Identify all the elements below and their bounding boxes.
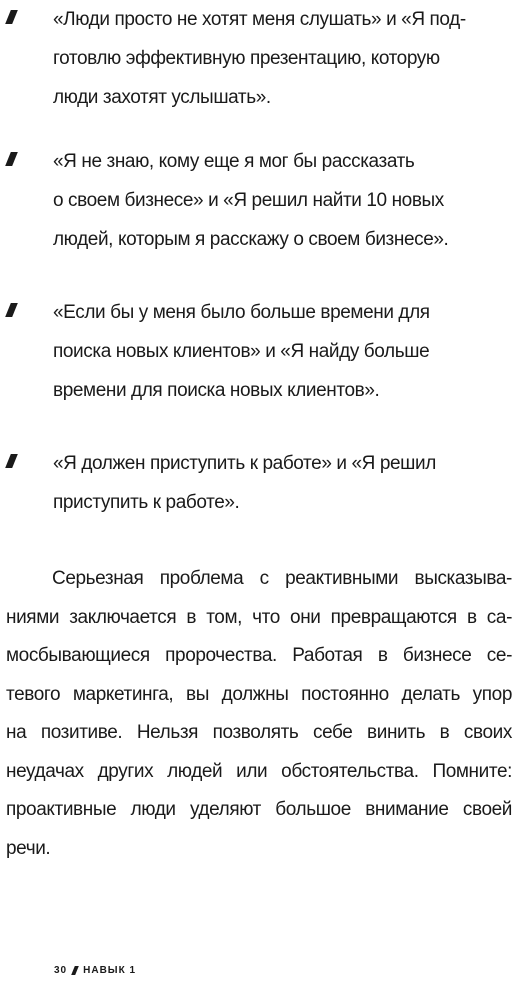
section-title: НАВЫК 1 xyxy=(83,965,137,976)
text-line: тевого маркетинга, вы должны постоянно делать упор xyxy=(6,683,512,705)
text-line: люди захотят услышать». xyxy=(53,87,271,108)
text-line: речи. xyxy=(6,837,51,859)
text-line: ниями заключается в том, что они превращаются в са- xyxy=(6,606,512,628)
bullet-text xyxy=(53,0,505,117)
bullet-marker-icon xyxy=(5,454,18,468)
text-line: «Я не знаю, кому еще я мог бы рассказать xyxy=(53,151,415,172)
text-line: мосбывающиеся пророчества. Работая в бизнесе се- xyxy=(6,645,512,666)
text-line: проактивные люди уделяют большое внимание своей xyxy=(6,799,512,820)
text-line: о своем бизнесе» и «Я решил найти 10 новых xyxy=(53,190,444,211)
text-line: Серьезная проблема с реактивными высказыва- xyxy=(52,568,512,589)
text-line: «Люди просто не хотят меня слушать» и «Я под- xyxy=(53,9,466,30)
body-paragraph xyxy=(6,560,512,868)
text-line: готовлю эффективную презентацию, которую xyxy=(53,48,440,69)
bullet-marker-icon xyxy=(5,10,18,24)
text-line: времени для поиска новых клиентов». xyxy=(53,380,380,401)
slash-separator-icon xyxy=(71,966,79,975)
text-line: приступить к работе». xyxy=(53,492,240,513)
text-line: «Я должен приступить к работе» и «Я решил xyxy=(53,453,436,474)
bullet-text xyxy=(53,444,505,522)
page-number: 30 xyxy=(54,965,68,976)
bullet-text xyxy=(53,142,505,259)
text-line: «Если бы у меня было больше времени для xyxy=(53,302,430,323)
bullet-text xyxy=(53,293,505,410)
bullet-marker-icon xyxy=(5,152,18,166)
bullet-marker-icon xyxy=(5,303,18,317)
text-line: поиска новых клиентов» и «Я найду больше xyxy=(53,341,430,362)
page-footer xyxy=(54,965,136,976)
text-line: людей, которым я расскажу о своем бизнесе». xyxy=(53,229,449,250)
text-line: на позитиве. Нельзя позволять себе винить в своих xyxy=(6,722,512,743)
text-line: неудачах других людей или обстоятельства. Помните: xyxy=(6,760,512,782)
